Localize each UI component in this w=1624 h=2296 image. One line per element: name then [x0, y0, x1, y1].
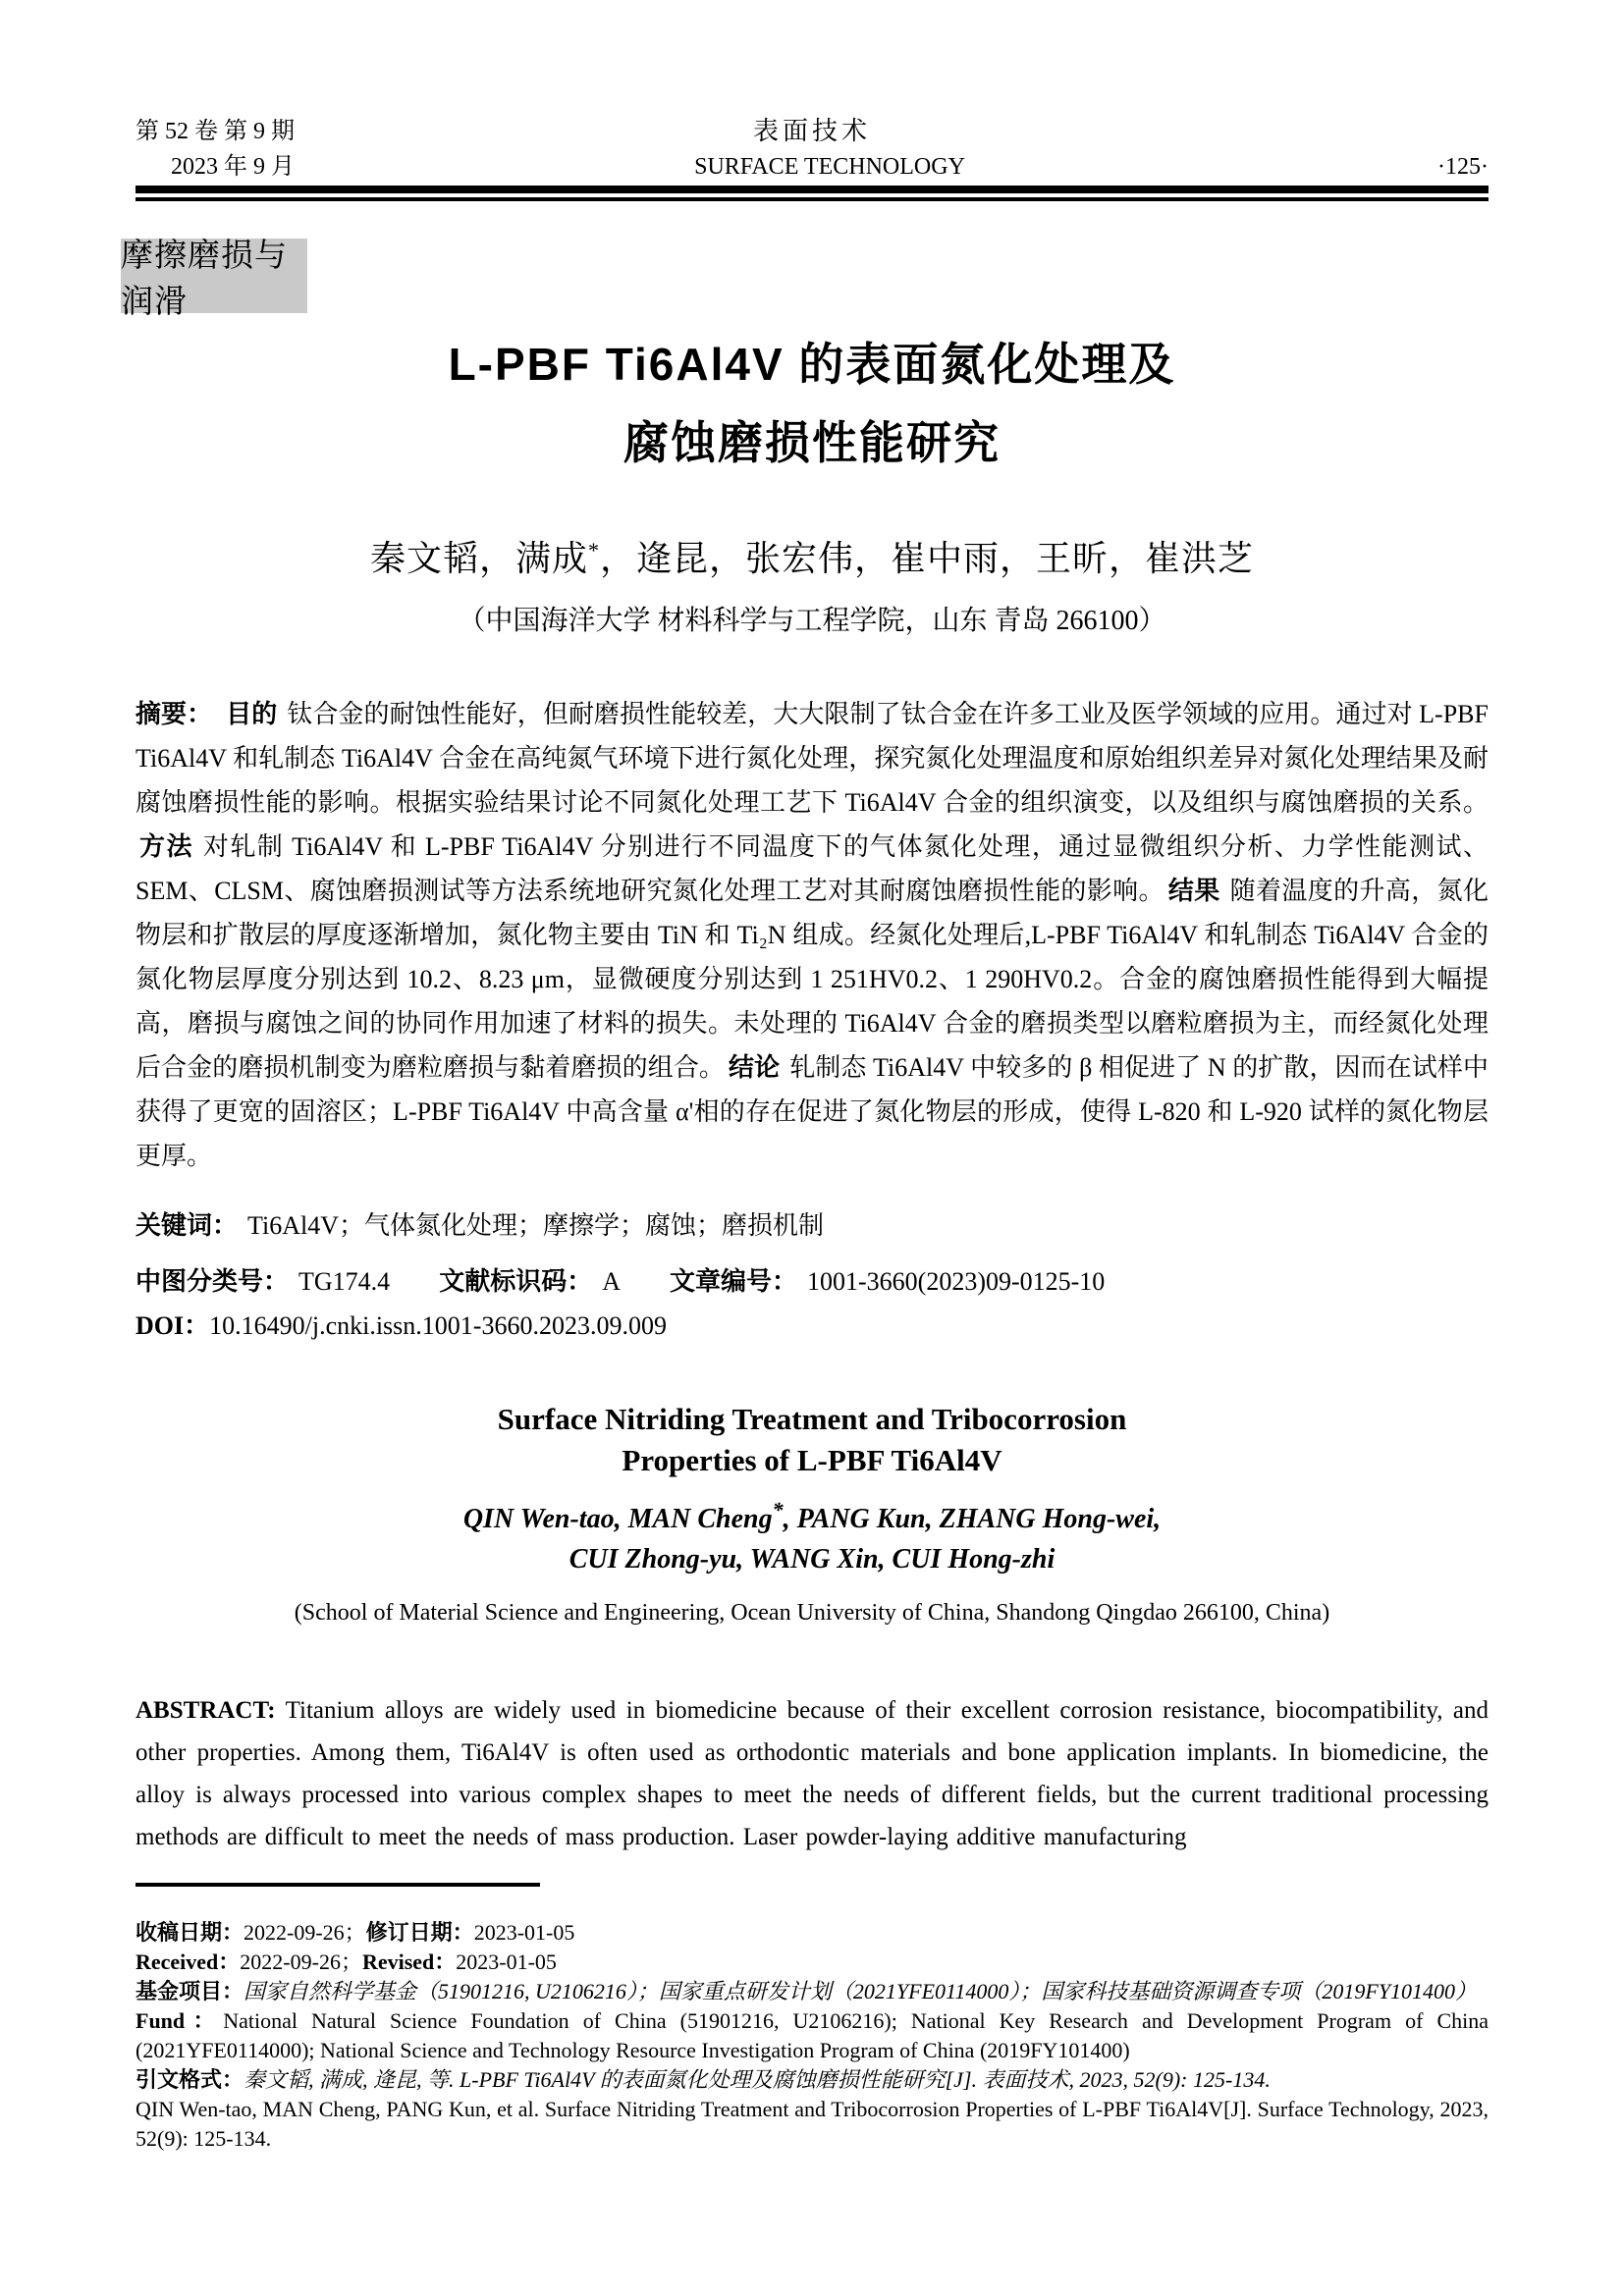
received-line-cn — [135, 1918, 1489, 1948]
clc-value: TG174.4 — [298, 1267, 391, 1296]
keywords-line — [135, 1203, 1489, 1248]
method-text: 对轧制 Ti6Al4V 和 L-PBF Ti6Al4V 分别进行不同温度下的气体氮化处理，通过显微组织分析、力学性能测试、SEM、CLSM、腐蚀磨损测试等方法系统地研究氮化处理工艺对其耐腐蚀磨损性能的影响。 — [135, 832, 1489, 905]
keywords-label: 关键词： — [135, 1210, 239, 1240]
category-label: 摩擦磨损与润滑 — [121, 237, 288, 319]
journal-header-row1 — [135, 118, 1489, 145]
received-date-en: 2022-09-26； — [240, 1949, 362, 1974]
article-id-value: 1001-3660(2023)09-0125-10 — [807, 1267, 1106, 1296]
keywords-text: Ti6Al4V；气体氮化处理；摩擦学；腐蚀；磨损机制 — [247, 1211, 824, 1240]
abstract-en — [135, 1689, 1489, 1858]
paper-title-en-line2: Properties of L-PBF Ti6Al4V — [622, 1443, 1002, 1477]
authors-en-part2: , PANG Kun, ZHANG Hong-wei, — [783, 1504, 1162, 1534]
paper-title-en — [135, 1399, 1489, 1481]
conclusion-text: 轧制态 Ti6Al4V 中较多的 β 相促进了 N 的扩散，因而在试样中获得了更宽的固溶区；L-PBF Ti6Al4V 中高含量 α'相的存在促进了氮化物层的形成，使得 L-820 和 L-920 试样的氮化物层更厚。 — [135, 1053, 1489, 1170]
objective-text: 钛合金的耐蚀性能好，但耐磨损性能较差，大大限制了钛合金在许多工业及医学领域的应用。通过对 L-PBF Ti6Al4V 和轧制态 Ti6Al4V 合金在高纯氮气环境下进行氮化处理，探究氮化处理温度和原始组织差异对氮化处理结果及耐腐蚀磨损性能的影响。根据实验结果讨论不同氮化处理工艺下 Ti6Al4V 合金的组织演变，以及组织与腐蚀磨损的关系。 — [135, 700, 1489, 817]
footnote-block — [135, 1918, 1489, 2154]
result-text: 随着温度的升高，氮化物层和扩散层的厚度逐渐增加，氮化物主要由 TiN 和 Ti₂N 组成。经氮化处理后,L-PBF Ti6Al4V 和轧制态 Ti6Al4V 合金的氮化物层厚度分别达到 10.2、8.23 μm，显微硬度分别达到 1 251HV0.2、1 290HV0.2。合金的腐蚀磨损性能得到大幅提高，磨损与腐蚀之间的协同作用加速了材料的损失。未处理的 Ti6Al4V 合金的磨损类型以磨粒磨损为主，而经氮化处理后合金的磨损机制变为磨粒磨损与黏着磨损的组合。 — [135, 877, 1489, 1082]
fund-line-cn — [135, 1977, 1489, 2006]
doi-line — [135, 1304, 1489, 1348]
paper-title-cn — [135, 325, 1489, 482]
affiliation-cn: （中国海洋大学 材料科学与工程学院，山东 青岛 266100） — [458, 606, 1166, 636]
authors-en-part1: QIN Wen-tao, MAN Cheng — [462, 1504, 773, 1534]
journal-title-cn: 表面技术 — [752, 117, 871, 145]
citation-line-en: QIN Wen-tao, MAN Cheng, PANG Kun, et al. Surface Nitriding Treatment and Tribocorrosion Properties of L-PBF Ti6Al4V[J]. Surface Technology, 2023, 52(9): 125-134. — [135, 2097, 1489, 2151]
affiliation-en: (School of Material Science and Engineering, Ocean University of China, Shandong Qingdao 266100, China) — [294, 1600, 1330, 1626]
authors-cn-part2: ，逄昆，张宏伟，崔中雨，王昕，崔洪芝 — [600, 539, 1255, 578]
authors-en-line1 — [135, 1499, 1489, 1539]
paper-title-cn-line2: 腐蚀磨损性能研究 — [623, 417, 1001, 468]
classification-line — [135, 1259, 1489, 1304]
authors-cn-part1: 秦文韬，满成 — [369, 539, 588, 578]
revised-date-cn: 2023-01-05 — [473, 1920, 575, 1945]
header-rule-thin — [135, 197, 1489, 201]
doc-code-value: A — [602, 1267, 621, 1296]
citation-line-cn — [135, 2065, 1489, 2095]
authors-en — [135, 1499, 1489, 1579]
method-label: 方法 — [139, 831, 193, 861]
revised-date-en: 2023-01-05 — [456, 1949, 557, 1974]
fund-label-en: Fund： — [135, 2008, 224, 2033]
received-date-cn: 2022-09-26； — [244, 1920, 366, 1945]
objective-label: 目的 — [226, 699, 278, 728]
fund-text-cn: 国家自然科学基金（51901216, U2106216）；国家重点研发计划（2021YFE0114000）；国家科技基础资源调查专项（2019FY101400） — [244, 1979, 1478, 2003]
received-line-en — [135, 1948, 1489, 1977]
abstract-en-text: Titanium alloys are widely used in biomedicine because of their excellent corrosion resistance, biocompatibility, and other properties. Among them, Ti6Al4V is often used as orthodontic materials and bone application implants. In biomedicine, the alloy is always processed into various complex shapes to meet the needs of different fields, but the current traditional processing methods are difficult to meet the needs of mass production. Laser powder-laying additive manufacturing — [135, 1697, 1489, 1850]
header-rule-thick — [135, 186, 1489, 193]
issue-date: 2023 年 9 月 — [171, 154, 295, 180]
paper-title-cn-line1: L-PBF Ti6Al4V 的表面氮化处理及 — [448, 339, 1176, 390]
doi-label: DOI： — [135, 1311, 210, 1340]
abstract-en-label: ABSTRACT: — [135, 1697, 276, 1724]
journal-header-row2 — [135, 153, 1489, 181]
fund-line-en — [135, 2006, 1489, 2065]
doc-code-label: 文献标识码： — [439, 1266, 593, 1296]
paper-title-en-line1: Surface Nitriding Treatment and Tribocorrosion — [497, 1402, 1127, 1436]
doi-value: 10.16490/j.cnki.issn.1001-3660.2023.09.009 — [209, 1311, 667, 1340]
citation-label-cn: 引文格式： — [135, 2067, 244, 2092]
authors-en-line2: CUI Zhong-yu, WANG Xin, CUI Hong-zhi — [568, 1544, 1056, 1575]
page-number: ·125· — [1437, 154, 1489, 180]
citation-text-cn: 秦文韬, 满成, 逄昆, 等. L-PBF Ti6Al4V 的表面氮化处理及腐蚀磨损性能研究[J]. 表面技术, 2023, 52(9): 125-134. — [244, 2067, 1271, 2092]
result-label: 结果 — [1167, 876, 1220, 905]
authors-cn — [135, 537, 1489, 580]
received-label-cn: 收稿日期： — [135, 1920, 244, 1945]
footnote-rule — [135, 1883, 540, 1887]
revised-label-cn: 修订日期： — [365, 1920, 474, 1945]
revised-label-en: Revised： — [361, 1949, 457, 1974]
fund-label-cn: 基金项目： — [135, 1979, 244, 2003]
category-box — [121, 237, 307, 319]
journal-title-en: SURFACE TECHNOLOGY — [694, 154, 965, 180]
fund-text-en: National Natural Science Foundation of China (51901216, U2106216); National Key Research and Development Program of China (2021YFE0114000); National Science and Technology Resource Investigation Program of China (2019FY101400) — [135, 2008, 1489, 2062]
conclusion-label: 结论 — [729, 1052, 781, 1082]
abstract-cn — [135, 692, 1489, 1178]
received-label-en: Received： — [135, 1949, 241, 1974]
abstract-label: 摘要： — [135, 699, 213, 728]
clc-label: 中图分类号： — [135, 1266, 290, 1296]
article-id-label: 文章编号： — [669, 1266, 797, 1296]
corresponding-author-asterisk: * — [588, 538, 600, 562]
volume-issue: 第 52 卷 第 9 期 — [135, 119, 295, 144]
corresponding-author-asterisk-en: * — [772, 1497, 784, 1522]
